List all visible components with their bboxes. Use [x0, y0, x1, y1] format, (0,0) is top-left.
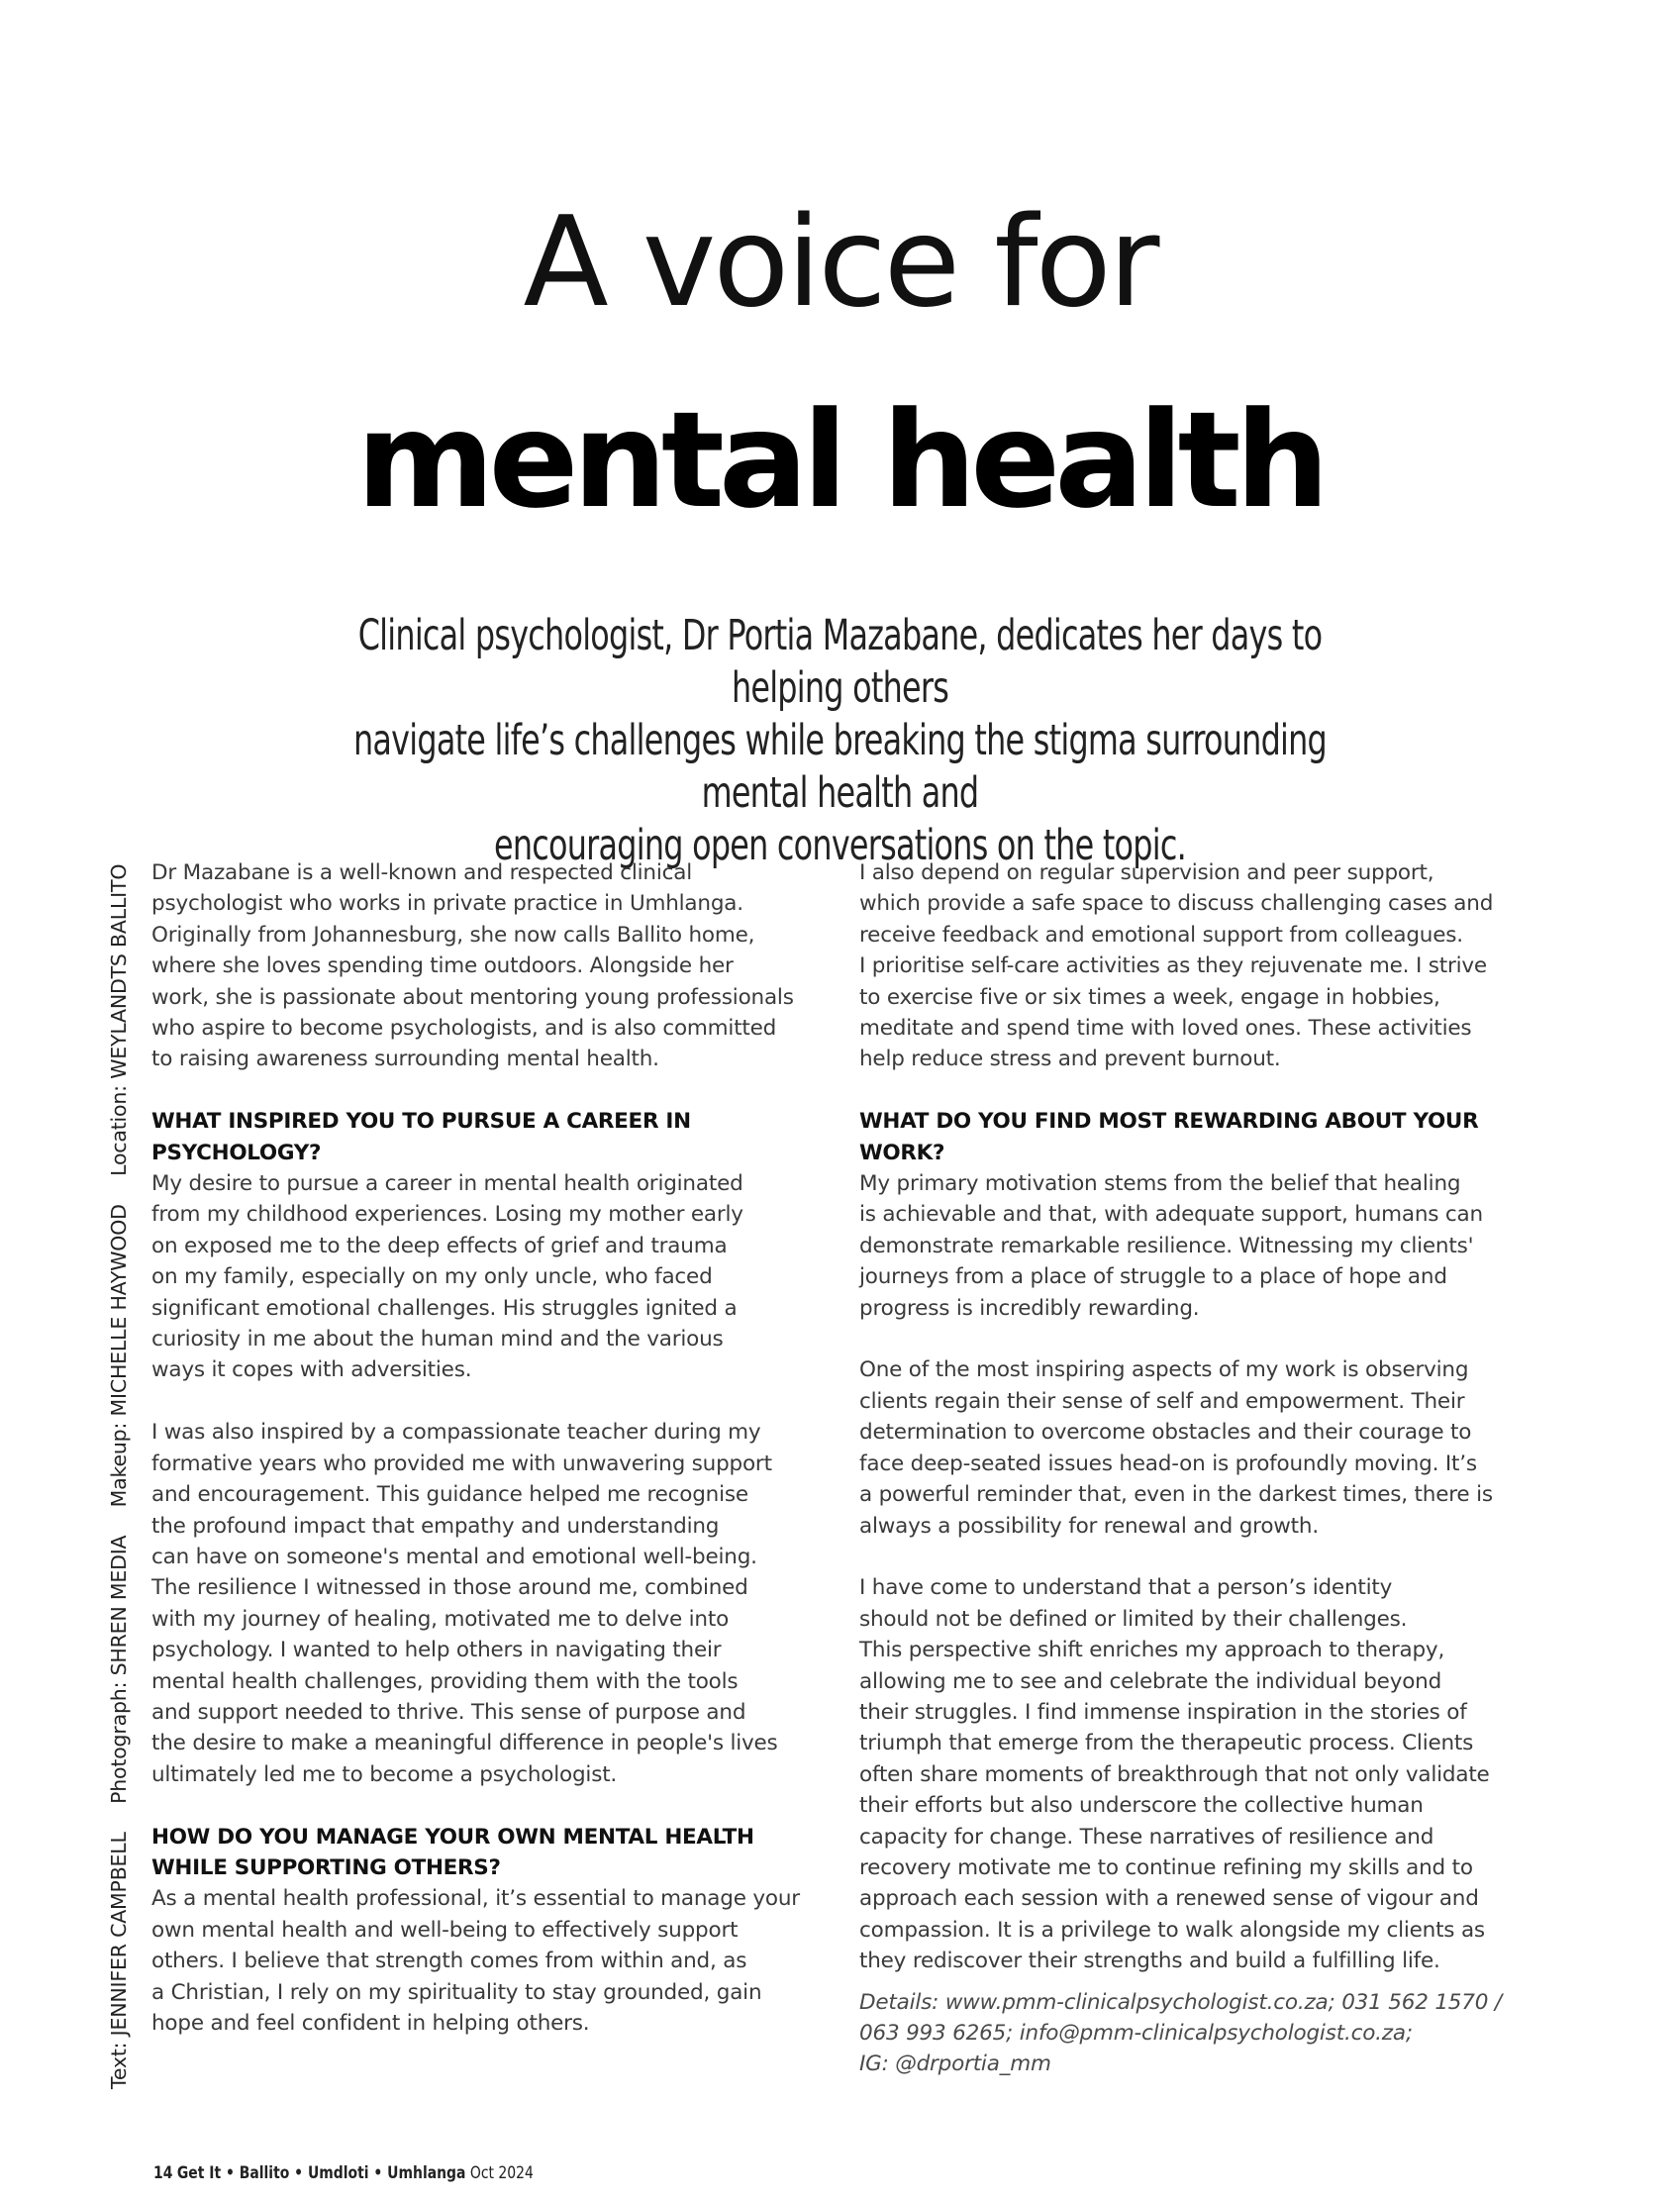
page-footer [153, 2163, 534, 2183]
credit-text: Text: JENNIFER CAMPBELL [107, 1832, 131, 2089]
answer-paragraph: I have come to understand that a person’s identity should not be defined or limited by their challenges. This perspective shift enriches my approach to therapy, allowing me to see and celebrate the individual beyond their struggles. I find immense inspiration in the stories of triumph that emerge from the therapeutic process. Clients often share moments of breakthrough that not only validate their efforts but also underscore the collective human capacity for change. These narratives of resilience and recovery motivate me to continue refining my skills and to approach each session with a renewed sense of vigour and compassion. It is a privilege to walk alongside my clients as they rediscover their strengths and build a fulfilling life. [859, 1575, 1490, 1974]
answer-paragraph: One of the most inspiring aspects of my work is observing clients regain their sense of self and empowerment. Their determination to overcome obstacles and their courage to face deep-seated issues head-on is profoundly moving. It’s a powerful reminder that, even in the darkest times, there is always a possibility for renewal and growth. [859, 1357, 1493, 1539]
answer-paragraph: As a mental health professional, it’s essential to manage your own mental health and well-being to effectively support others. I believe that strength comes from within and, as a Christian, I rely on my spirituality to stay grounded, gain hope and feel confident in helping others. [151, 1886, 800, 2036]
question-heading: HOW DO YOU MANAGE YOUR OWN MENTAL HEALTH WHILE SUPPORTING OTHERS? [151, 1824, 754, 1880]
contact-details: Details: www.pmm-clinicalpsychologist.co.za; 031 562 1570 / 063 993 6265; info@pmm-clinicalpsychologist.co.za; IG: @drportia_mm [859, 1989, 1502, 2077]
title-line-2: mental health [355, 383, 1325, 538]
title-line-1: A voice for [523, 189, 1157, 335]
right-column [859, 857, 1552, 2080]
answer-paragraph: My desire to pursue a career in mental health originated from my childhood experiences. Losing my mother early on exposed me to the deep effects of grief and trauma on my family, especially on my only uncle, who faced significant emotional challenges. His struggles ignited a curiosity in me about the human mind and the various ways it copes with adversities. [151, 1171, 743, 1383]
left-column [151, 857, 835, 2039]
publication-name: Get It • Ballito • Umdloti • Umhlanga [176, 2163, 466, 2183]
credit-location: Location: WEYLANDTS BALLITO [107, 863, 131, 1176]
answer-paragraph: I also depend on regular supervision and peer support, which provide a safe space to discuss challenging cases and receive feedback and emotional support from colleagues. I prioritise self-care activities as they rejuvenate me. I strive to exercise five or six times a week, engage in hobbies, meditate and spend time with loved ones. These activities help reduce stress and prevent burnout. [859, 860, 1494, 1072]
issue-date: Oct 2024 [469, 2163, 534, 2183]
answer-paragraph: I was also inspired by a compassionate teacher during my formative years who provided me with unwavering support and encouragement. This guidance helped me recognise the profound impact that empathy and understanding can have on someone's mental and emotional well-being. The resilience I witnessed in those around me, combined with my journey of healing, motivated me to delve into psychology. I wanted to help others in navigating their mental health challenges, providing them with the tools and support needed to thrive. This sense of purpose and the desire to make a meaningful difference in people's lives ultimately led me to become a psychologist. [151, 1420, 778, 1787]
credit-photograph: Photograph: SHREN MEDIA [107, 1535, 131, 1804]
page-number: 14 [153, 2163, 173, 2183]
question-heading: WHAT INSPIRED YOU TO PURSUE A CAREER IN PSYCHOLOGY? [151, 1109, 691, 1165]
answer-paragraph: My primary motivation stems from the belief that healing is achievable and that, with adequate support, humans can demonstrate remarkable resilience. Witnessing my clients' journeys from a place of struggle to a place of hope and progress is incredibly rewarding. [859, 1171, 1483, 1321]
credit-makeup: Makeup: MICHELLE HAYWOOD [107, 1204, 131, 1508]
intro-standfirst: Clinical psychologist, Dr Portia Mazabane, dedicates her days to helping others navigate life’s challenges while breaking the stigma surrounding mental health and encouraging open conversations on the topic. [352, 611, 1328, 870]
question-heading: WHAT DO YOU FIND MOST REWARDING ABOUT YOUR WORK? [859, 1109, 1479, 1165]
intro-paragraph: Dr Mazabane is a well-known and respected clinical psychologist who works in private practice in Umhlanga. Originally from Johannesburg, she now calls Ballito home, where she loves spending time outdoors. Alongside her work, she is passionate about mentoring young professionals who aspire to become psychologists, and is also committed to raising awareness surrounding mental health. [151, 860, 794, 1072]
photo-credits [107, 843, 131, 2089]
